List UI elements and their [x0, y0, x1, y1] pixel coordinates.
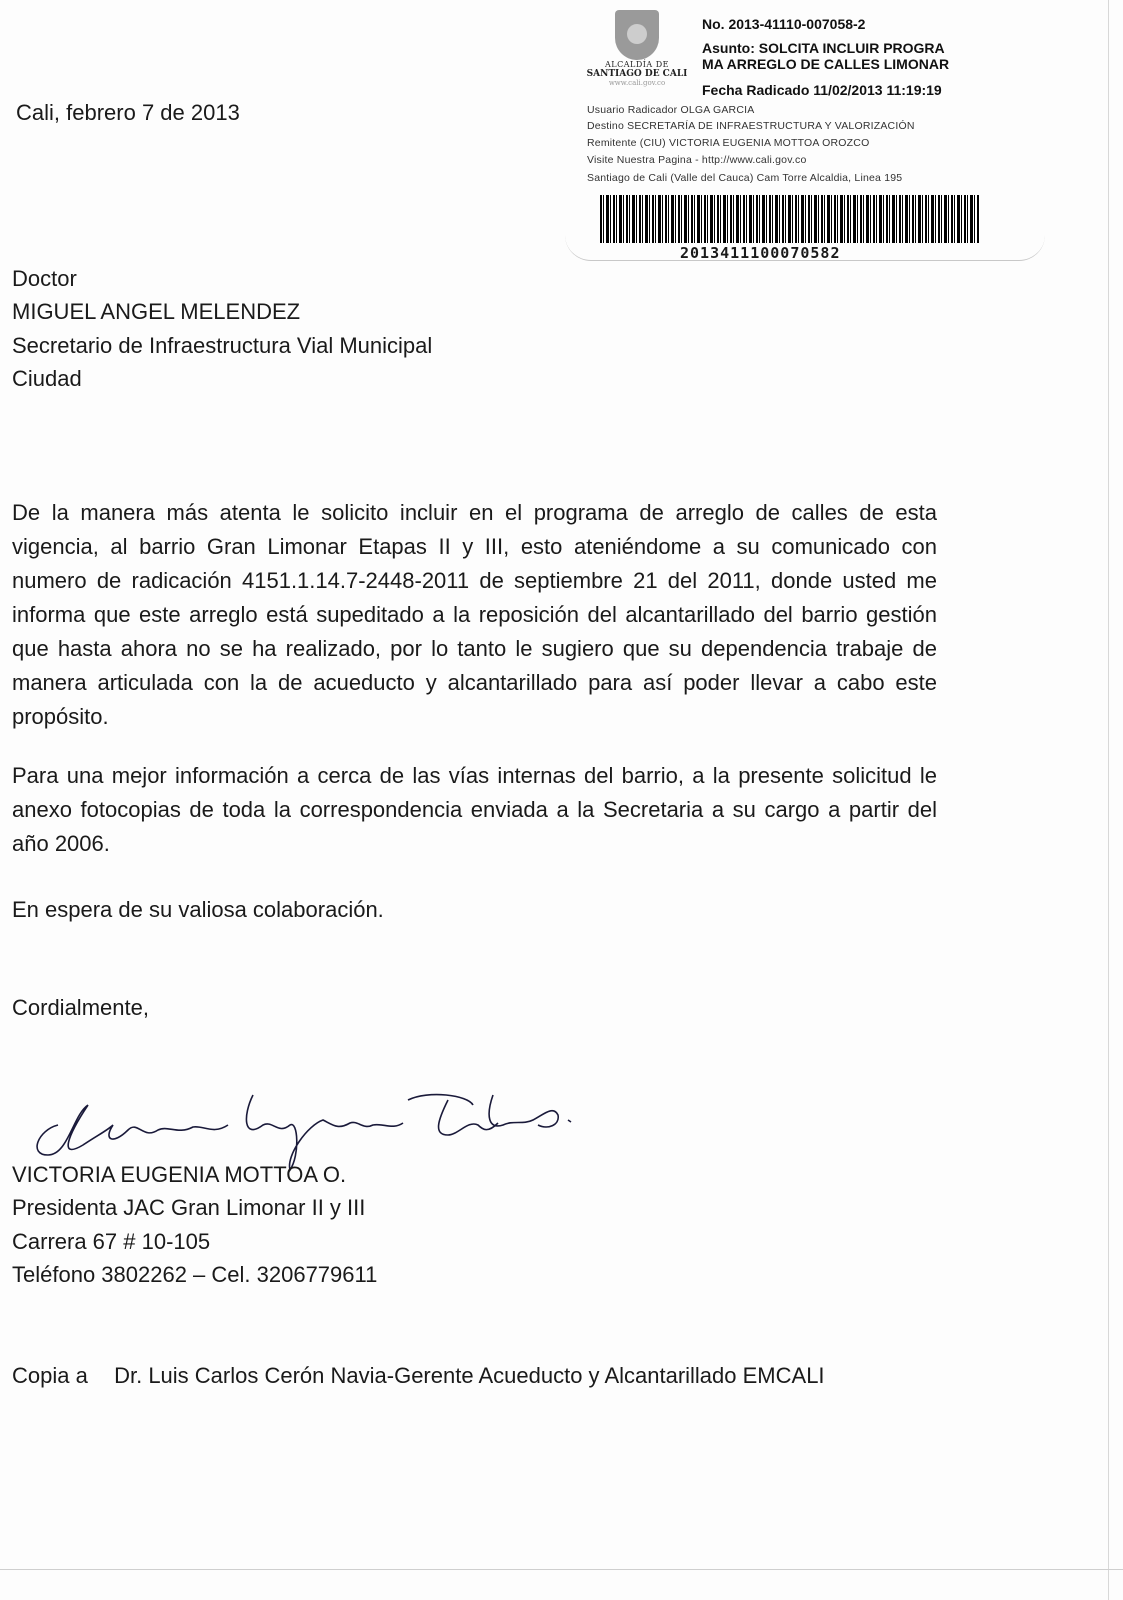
barcode	[600, 195, 980, 243]
place-date: Cali, febrero 7 de 2013	[16, 100, 240, 125]
copy-label: Copia a	[12, 1363, 88, 1388]
page-bottom-edge	[0, 1569, 1123, 1570]
recipient-position: Secretario de Infraestructura Vial Municipal	[12, 333, 433, 358]
closing: Cordialmente,	[12, 995, 149, 1020]
entity-line3: www.cali.gov.co	[608, 79, 666, 87]
signer-role: Presidenta JAC Gran Limonar II y III	[12, 1195, 366, 1220]
recipient-city: Ciudad	[12, 366, 82, 391]
stamp-date: Fecha Radicado 11/02/2013 11:19:19	[702, 82, 942, 98]
stamp-entity	[585, 60, 689, 87]
stamp-user: Usuario Radicador OLGA GARCIA	[587, 104, 755, 116]
stamp-destination: Destino SECRETARÍA DE INFRAESTRUCTURA Y VALORIZACIÓN	[587, 120, 915, 132]
stamp-subject-line1: Asunto: SOLCITA INCLUIR PROGRA	[702, 40, 945, 56]
coat-of-arms-icon	[615, 10, 659, 60]
stamp-address: Santiago de Cali (Valle del Cauca) Cam Torre Alcaldia, Linea 195	[587, 172, 903, 184]
recipient-name: MIGUEL ANGEL MELENDEZ	[12, 299, 301, 324]
body-paragraph-1: De la manera más atenta le solicito incluir en el programa de arreglo de calles de esta vigencia, al barrio Gran Limonar Etapas II y III, esto ateniéndome a su comunicado con numero de radicación 4151.1.14.7-2448-2011 de septiembre 21 del 2011, donde usted me informa que este arreglo está supeditado a la reposición del alcantarillado del barrio gestión que hasta ahora no se ha realizado, por lo tanto le sugiero que su dependencia trabaje de manera articulada con la de acueducto y alcantarillado para así poder llevar a cabo este propósito.	[12, 500, 937, 729]
barcode-number: 2013411100070582	[680, 244, 841, 262]
copy-recipient: Dr. Luis Carlos Cerón Navia-Gerente Acueducto y Alcantarillado EMCALI	[114, 1363, 825, 1388]
signer-phone: Teléfono 3802262 – Cel. 3206779611	[12, 1262, 378, 1287]
recipient-title: Doctor	[12, 266, 77, 291]
signer-address: Carrera 67 # 10-105	[12, 1229, 211, 1254]
entity-line1: ALCALDÍA DE	[605, 60, 669, 69]
body-paragraph-3: En espera de su valiosa colaboración.	[12, 897, 384, 922]
entity-line2: SANTIAGO DE CALI	[586, 69, 688, 79]
signer-name: VICTORIA EUGENIA MOTTOA O.	[12, 1162, 347, 1187]
stamp-website: Visite Nuestra Pagina - http://www.cali.gov.co	[587, 154, 807, 166]
stamp-subject-line2: MA ARREGLO DE CALLES LIMONAR	[702, 56, 950, 72]
page-edge	[1108, 0, 1109, 1600]
filing-stamp	[565, 0, 1055, 265]
copy-line	[12, 1359, 825, 1392]
body-paragraph-2: Para una mejor información a cerca de las vías internas del barrio, a la presente solicitud le anexo fotocopias de toda la correspondencia enviada a la Secretaria a su cargo a partir del año 2006.	[12, 763, 937, 856]
stamp-sender: Remitente (CIU) VICTORIA EUGENIA MOTTOA OROZCO	[587, 137, 870, 149]
stamp-number: No. 2013-41110-007058-2	[702, 16, 866, 32]
